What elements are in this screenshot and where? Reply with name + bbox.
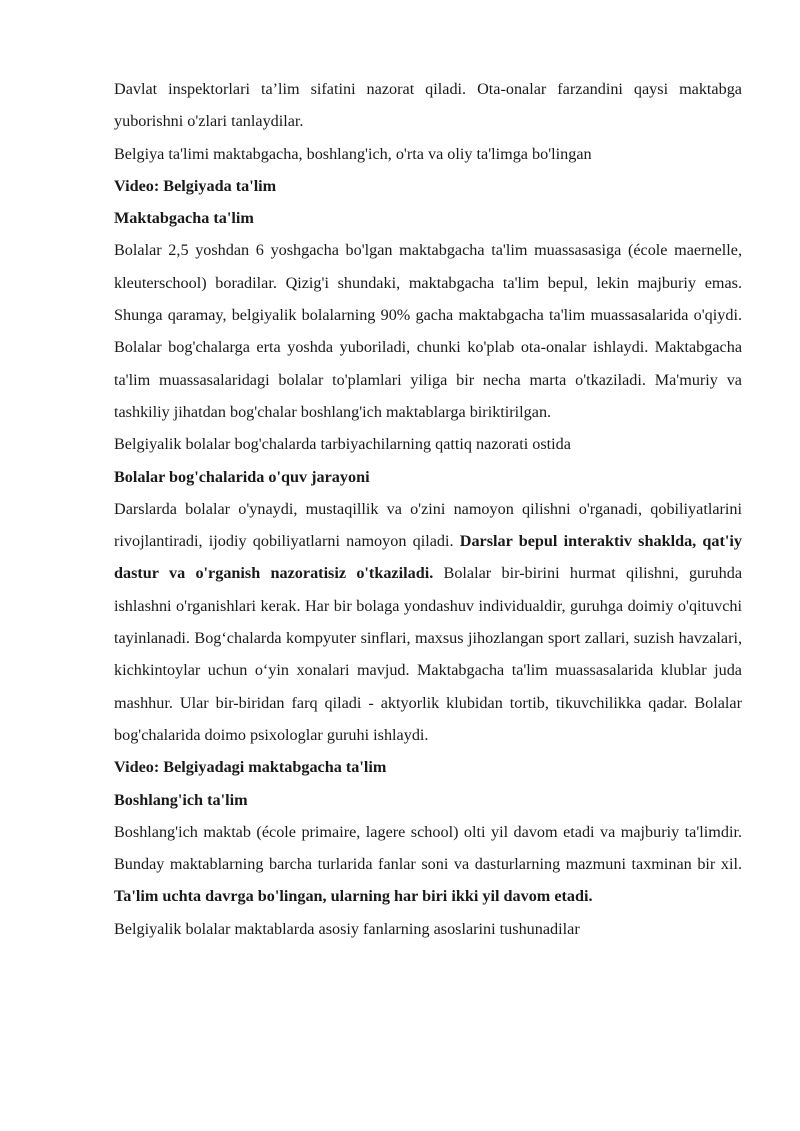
paragraph-learning-process-bold: Darslar bepul interaktiv shaklda, qat'iy dastur va o'rganish nazoratisiz o'tkaziladi. [114, 532, 743, 583]
paragraph-basic-subjects: Belgiyalik bolalar maktablarda asosiy fanlarning asoslarini tushunadilar [114, 919, 580, 938]
paragraph-primary-education [114, 816, 742, 913]
heading-primary-education: Boshlang'ich ta'lim [114, 790, 248, 809]
document-page [114, 73, 742, 945]
paragraph-primary-bold: Ta'lim uchta davrga bo'lingan, ularning har biri ikki yil davom etadi. [114, 887, 593, 906]
paragraph-learning-process-part1: Darslarda bolalar o'ynaydi, mustaqillik va o'zini namoyon qilishni o'rganadi, qobiliyatlarini rivojlantiradi, ijodiy qobiliyatlarni namoyon qiladi. [114, 499, 742, 551]
paragraph-learning-process-part2: Bolalar bir-birini hurmat qilishni, guruhda ishlashni o'rganishlari kerak. Har bir bolaga yondashuv individualdir, guruhga doimiy o'qituvchi tayinlanadi. Bog‘chalarda kompyuter sinflari, maxsus jihozlangan sport zallari, suzish havzalari, kichkintoylar uchun o‘yin xonalari mavjud. Maktabgacha ta'lim muassasalarida klublar juda mashhur. Ular bir-biridan farq qiladi - aktyorlik klubidan tortib, tikuvchilikka qadar. Bolalar bog'chalarida doimo psixologlar guruhi ishlaydi. [114, 564, 743, 744]
paragraph-inspectors: Davlat inspektorlari ta’lim sifatini nazorat qiladi. Ota-onalar farzandini qaysi maktabga yuborishni o'zlari tanlaydilar. [114, 80, 742, 131]
paragraph-preschool: Bolalar 2,5 yoshdan 6 yoshgacha bo'lgan maktabgacha ta'lim muassasasiga (école maernelle, kleuterschool) boradilar. Qizig'i shundaki, maktabgacha ta'lim bepul, lekin majburiy emas. Shunga qaramay, belgiyalik bolalarning 90% gacha maktabgacha ta'lim muassasalarida o'qiydi. Bolalar bog'chalarga erta yoshda yuboriladi, chunki ko'plab ota-onalar ishlaydi. Maktabgacha ta'lim muassasalaridagi bolalar to'plamlari yiliga bir necha marta o'tkaziladi. Ma'muriy va tashkiliy jihatdan bog'chalar boshlang'ich maktablarga biriktirilgan. [114, 241, 742, 421]
paragraph-education-levels: Belgiya ta'limi maktabgacha, boshlang'ich, o'rta va oliy ta'limga bo'lingan [114, 144, 592, 163]
paragraph-primary-part1: Boshlang'ich maktab (école primaire, lagere school) olti yil davom etadi va majburiy ta'limdir. Bunday maktablarning barcha turlarida fanlar soni va dasturlarning mazmuni taxminan bir xil. [114, 822, 742, 874]
paragraph-kindergarten-supervision: Belgiyalik bolalar bog'chalarda tarbiyachilarning qattiq nazorati ostida [114, 435, 571, 454]
heading-preschool-education: Maktabgacha ta'lim [114, 209, 254, 228]
heading-learning-process: Bolalar bog'chalarida o'quv jarayoni [114, 467, 370, 486]
heading-video-belgium-education: Video: Belgiyada ta'lim [114, 176, 277, 195]
paragraph-learning-process [114, 493, 742, 751]
heading-video-preschool: Video: Belgiyadagi maktabgacha ta'lim [114, 758, 387, 777]
